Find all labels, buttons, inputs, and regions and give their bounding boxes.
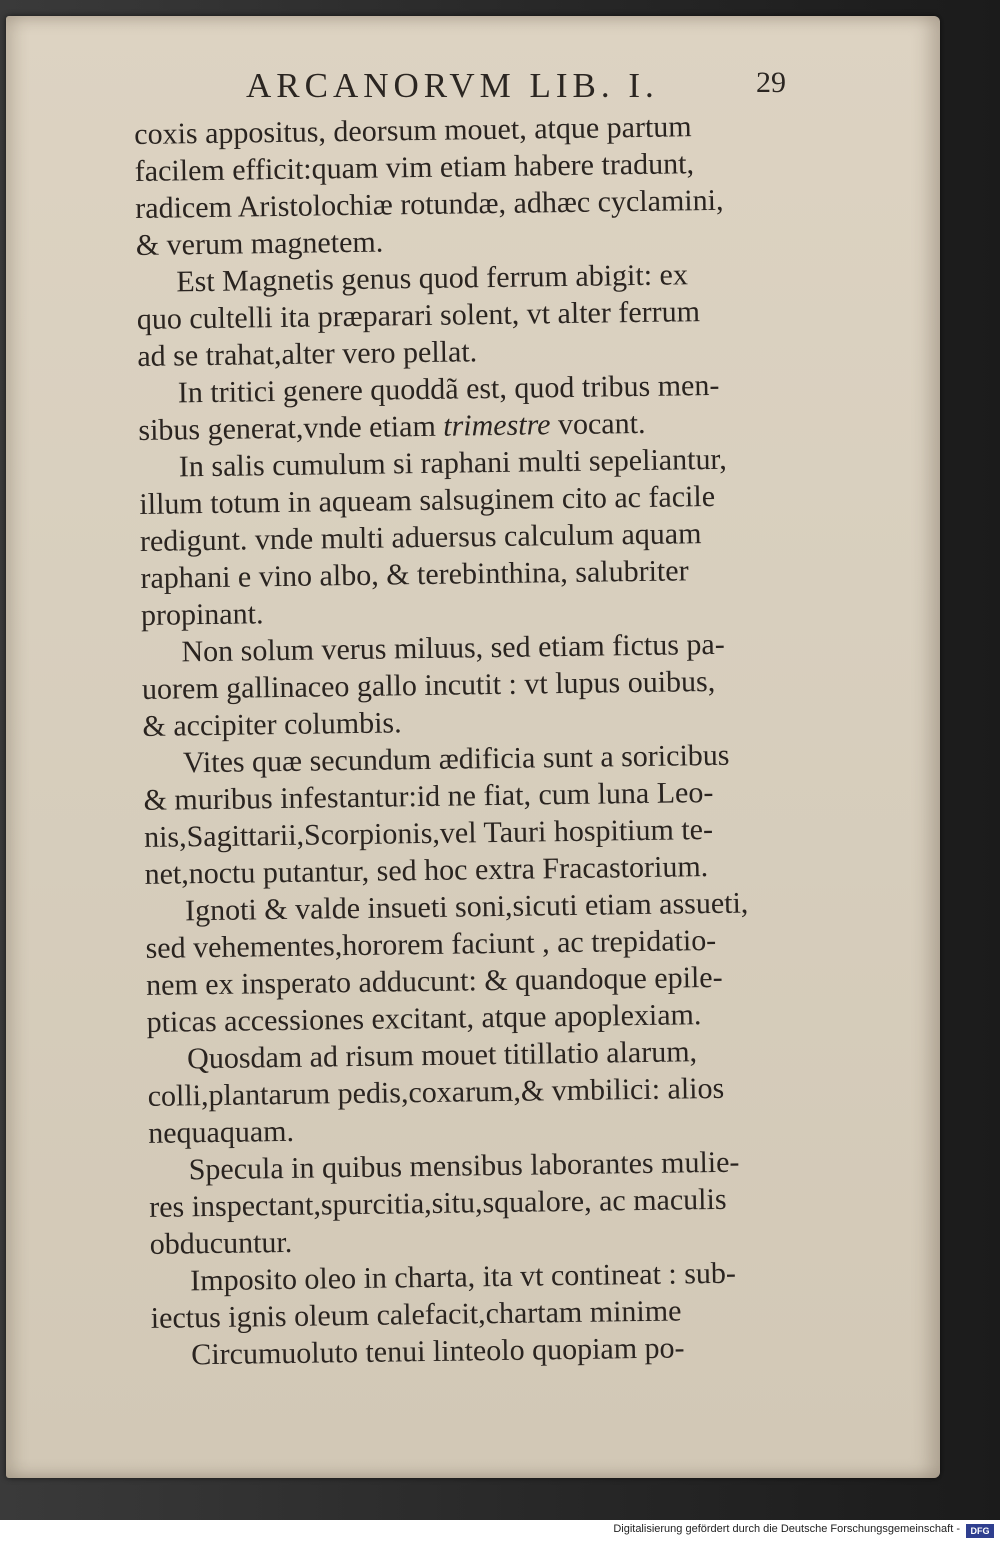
text-line: Imposito oleo in charta, ita vt contineat : sub-	[190, 1256, 737, 1298]
funding-credit: Digitalisierung gefördert durch die Deutsche Forschungsgemeinschaft -	[613, 1523, 960, 1535]
book-page	[6, 16, 940, 1478]
text-line: In tritici genere quoddã est, quod tribus men-	[177, 368, 720, 410]
text-line: Specula in quibus mensibus laborantes mulie-	[188, 1145, 740, 1187]
text-line: & muribus infestantur:id ne fiat, cum luna Leo-	[143, 775, 714, 817]
text-line: illum totum in aqueam salsuginem cito ac facile	[139, 479, 716, 521]
text-line: coxis appositus, deorsum mouet, atque partum	[134, 110, 692, 151]
text-line: & accipiter columbis.	[142, 706, 402, 743]
text-line: sibus generat,vnde etiam trimestre vocant.	[138, 406, 646, 447]
text-line: res inspectant,spurcitia,situ,squalore, ac maculis	[149, 1182, 727, 1224]
text-line: ad se trahat,alter vero pellat.	[137, 335, 478, 373]
text-line: In salis cumulum si raphani multi sepeliantur,	[178, 442, 727, 484]
text-line: nem ex insperato adducunt: & quandoque epile-	[145, 960, 723, 1002]
text-line: Non solum verus miluus, sed etiam fictus pa-	[181, 627, 725, 669]
body-text	[134, 107, 831, 1374]
text-line: Circumuoluto tenui linteolo quopiam po-	[191, 1331, 685, 1372]
text-line: Est Magnetis genus quod ferrum abigit: ex	[176, 258, 689, 299]
text-line: sed vehementes,hororem faciunt , ac trepidatio-	[145, 923, 717, 965]
text-line: obducuntur.	[149, 1225, 293, 1261]
text-line: raphani e vino albo, & terebinthina, salubriter	[140, 554, 689, 595]
text-line: nequaquam.	[147, 1114, 295, 1150]
text-line: radicem Aristolochiæ rotundæ, adhæc cyclamini,	[135, 183, 724, 225]
text-line: pticas accessiones excitant, atque apoplexiam.	[146, 998, 702, 1039]
text-line: iectus ignis oleum calefacit,chartam minime	[150, 1294, 682, 1335]
text-line: quo cultelli ita præparari solent, vt alter ferrum	[136, 295, 701, 336]
text-line: net,noctu putantur, sed hoc extra Fracastorium.	[144, 850, 709, 891]
text-line: nis,Sagittarii,Scorpionis,vel Tauri hospitium te-	[143, 812, 714, 854]
text-line: uorem gallinaceo gallo incutit : vt lupus ouibus,	[141, 664, 716, 706]
text-line: colli,plantarum pedis,coxarum,& vmbilici: alios	[147, 1071, 725, 1113]
running-head: ARCANORVM LIB. I.	[246, 66, 659, 105]
page-number: 29	[756, 66, 786, 99]
text-line: Quosdam ad risum mouet titillatio alarum,	[186, 1035, 698, 1076]
dfg-logo-icon: DFG	[966, 1524, 994, 1538]
italic-term: trimestre	[443, 408, 551, 443]
text-line: redigunt. vnde multi aduersus calculum aquam	[139, 517, 702, 558]
footer-bar	[0, 1520, 1000, 1543]
text-line: facilem efficit:quam vim etiam habere tradunt,	[134, 147, 695, 188]
text-line: Vites quæ secundum ædificia sunt a soricibus	[182, 738, 730, 780]
text-line: Ignoti & valde insueti soni,sicuti etiam assueti,	[184, 886, 749, 928]
text-line: & verum magnetem.	[135, 225, 384, 262]
text-line: propinant.	[140, 597, 264, 632]
